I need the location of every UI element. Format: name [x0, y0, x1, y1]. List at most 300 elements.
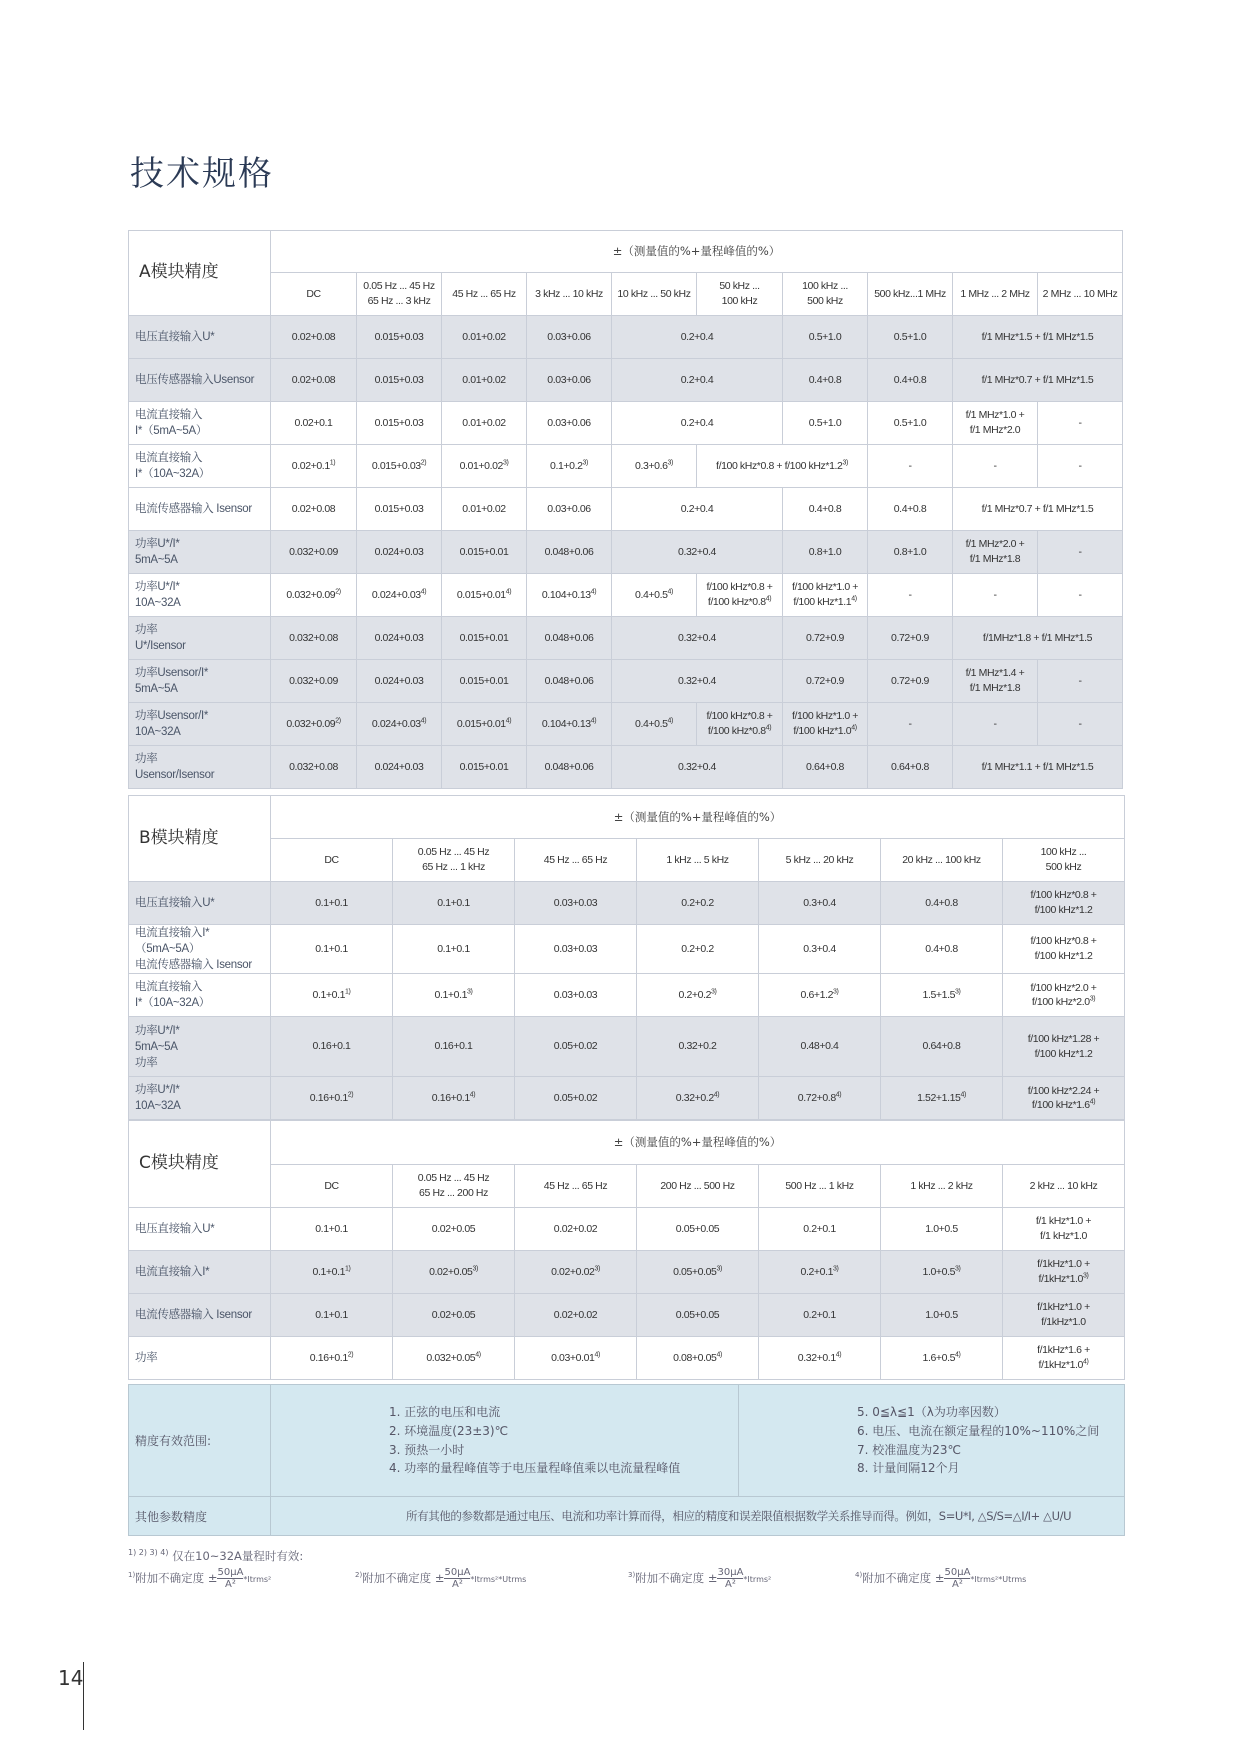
line: 100 kHz	[721, 295, 758, 307]
footnote-prefix: 附加不确定度 ±	[635, 1571, 718, 1585]
value-cell	[393, 1017, 515, 1077]
note-1: 1. 正弦的电压和电流	[389, 1405, 501, 1420]
value-cell	[637, 1077, 759, 1120]
value-cell	[271, 1077, 393, 1120]
value-cell	[783, 574, 868, 617]
value: 1.5+1.5	[922, 988, 956, 1001]
value-cell	[1003, 1017, 1125, 1077]
footnote-ref: 4)	[667, 717, 673, 725]
value-cell	[442, 617, 527, 660]
value: f/100 kHz*1.2	[1034, 950, 1093, 963]
value: 0.16+0.1	[309, 1091, 348, 1104]
footnote-item	[128, 1567, 271, 1590]
value: 0.3+0.6	[635, 459, 668, 472]
value-cell	[1038, 660, 1123, 703]
note-5: 5. 0≦λ≦1（λ为功率因数）	[857, 1405, 1006, 1420]
line: 5mA~5A	[135, 554, 178, 566]
value: 0.1+0.1	[312, 988, 346, 1001]
value-cell	[868, 703, 953, 746]
line: I*（5mA~5A）	[135, 425, 208, 437]
table-row	[129, 1208, 1125, 1251]
footnote-ref: 4)	[505, 588, 512, 596]
value: 0.03+0.06	[547, 330, 591, 343]
note-4: 4. 功率的量程峰值等于电压量程峰值乘以电流量程峰值	[389, 1461, 681, 1476]
value-cell	[271, 316, 357, 359]
value: 0.4+0.8	[808, 373, 842, 386]
value-cell	[1003, 925, 1125, 974]
footnote-ref: 2)	[420, 459, 427, 467]
table-module-b	[128, 795, 1125, 1120]
value: -	[908, 717, 912, 730]
footnote-ref: 4)	[594, 1351, 600, 1359]
row-label	[129, 445, 271, 488]
value: 0.032+0.05	[426, 1351, 476, 1364]
value-cell	[442, 703, 527, 746]
value: 0.048+0.06	[544, 674, 594, 687]
value: f/1 MHz*1.4 +	[965, 667, 1025, 680]
row-label: 电压直接输入U*	[129, 316, 271, 359]
table-row	[129, 316, 1123, 359]
value: 0.16+0.1	[434, 1040, 473, 1053]
value-cell	[271, 746, 357, 789]
value: f/1 MHz*0.7 + f/1 MHz*1.5	[981, 373, 1094, 386]
table-row	[129, 1017, 1125, 1077]
value-cell	[527, 316, 612, 359]
value-cell	[868, 746, 953, 789]
header-row-2	[129, 273, 1123, 316]
value-cell	[442, 359, 527, 402]
row-label	[129, 617, 271, 660]
notes-left	[389, 1403, 737, 1477]
value: 0.032+0.09	[289, 674, 338, 687]
value-cell	[881, 925, 1003, 974]
footnote-ref: 3)	[955, 988, 961, 996]
module-title: C模块精度	[129, 1121, 271, 1208]
table-module-c	[128, 1120, 1125, 1380]
value-cell	[515, 1337, 637, 1380]
footnote-ref: 3)	[1089, 995, 1096, 1003]
value-cell	[612, 445, 697, 488]
value: 0.01+0.02	[462, 330, 506, 343]
value: 0.024+0.03	[371, 717, 421, 730]
module-title: B模块精度	[129, 796, 271, 882]
value-cell	[783, 660, 868, 703]
note-8: 8. 计量间隔12个月	[857, 1461, 960, 1476]
value-cell	[637, 1294, 759, 1337]
fraction	[217, 1567, 243, 1590]
value: f/100 kHz*0.8 +	[1030, 889, 1097, 902]
value-cell	[612, 402, 783, 445]
footnote-ref: 2)	[347, 1351, 354, 1359]
value: 0.05+0.05	[673, 1265, 717, 1278]
value: 0.05+0.05	[675, 1222, 720, 1235]
table-row	[129, 1251, 1125, 1294]
fraction-num: 50μA	[444, 1567, 471, 1578]
value-cell	[759, 1017, 881, 1077]
column-header: 1 kHz ... 5 kHz	[637, 839, 759, 882]
value: -	[993, 459, 997, 472]
footnote-ref: 4)	[420, 588, 427, 596]
line: 10A~32A	[135, 597, 181, 609]
value-cell	[868, 445, 953, 488]
fraction-num: 50μA	[944, 1567, 971, 1578]
value-cell	[357, 746, 442, 789]
value-cell	[527, 746, 612, 789]
value: 0.5+1.0	[808, 416, 842, 429]
footnote-rest: *Itrms²	[743, 1575, 772, 1584]
table-row	[129, 1337, 1125, 1380]
fraction	[444, 1567, 470, 1590]
header-row-2	[129, 839, 1125, 882]
footnote-item	[355, 1567, 526, 1590]
value: 0.6+1.2	[800, 988, 834, 1001]
value: f/100 kHz*0.8 + f/100 kHz*1.2	[716, 459, 843, 472]
value-cell	[1003, 1294, 1125, 1337]
value: 0.5+1.0	[893, 416, 927, 429]
value: 0.72+0.8	[797, 1091, 836, 1104]
value: 0.72+0.9	[891, 674, 929, 687]
footnote-ref: 4)	[960, 1091, 966, 1099]
column-header	[393, 839, 515, 882]
value-cell	[515, 1294, 637, 1337]
value: 0.4+0.8	[893, 373, 927, 386]
column-header: 2 MHz ... 10 MHz	[1038, 273, 1123, 316]
value: f/100 kHz*1.0 +	[791, 581, 859, 594]
value: 0.02+0.1	[291, 459, 330, 472]
value: 0.01+0.02	[462, 416, 506, 429]
footnote-mark: 3)	[628, 1571, 636, 1580]
value: 0.16+0.1	[431, 1091, 470, 1104]
value: f/100 kHz*1.28 +	[1027, 1033, 1100, 1046]
value: 0.16+0.1	[312, 1040, 351, 1053]
line: I*（10A~32A）	[135, 997, 211, 1010]
column-header	[783, 273, 868, 316]
value-cell	[868, 574, 953, 617]
footnote-marker: 1) 2) 3) 4)	[128, 1548, 169, 1558]
row-label	[129, 703, 271, 746]
line: 65 Hz ... 1 kHz	[422, 861, 485, 873]
footnote-ref: 4)	[835, 1351, 842, 1359]
table-row	[129, 1077, 1125, 1120]
value: f/100 kHz*0.8	[707, 725, 766, 737]
footnote-ref: 3)	[667, 459, 673, 467]
value-cell	[612, 574, 697, 617]
value-cell	[271, 925, 393, 974]
value: -	[1078, 459, 1082, 472]
value: 0.32+0.4	[678, 674, 716, 687]
value: 0.2+0.1	[803, 1222, 836, 1235]
column-header: 200 Hz ... 500 Hz	[637, 1165, 759, 1208]
value: 0.4+0.8	[925, 896, 958, 909]
value-cell	[357, 359, 442, 402]
value-cell	[759, 1208, 881, 1251]
line: 电流传感器输入 Isensor	[135, 959, 252, 972]
value-cell	[953, 703, 1038, 746]
column-header: 500 Hz ... 1 kHz	[759, 1165, 881, 1208]
value-cell	[759, 1294, 881, 1337]
footnote-item	[628, 1567, 771, 1590]
value: 0.48+0.4	[800, 1040, 839, 1053]
footnote-ref: 1)	[345, 1265, 351, 1273]
value-cell	[393, 1208, 515, 1251]
value: -	[1078, 416, 1082, 429]
row-label	[129, 574, 271, 617]
value-cell	[271, 1017, 393, 1077]
value: f/100 kHz*0.8 +	[706, 581, 773, 594]
line: 5mA~5A	[135, 1040, 178, 1053]
value: 0.032+0.09	[289, 545, 338, 558]
value-cell	[953, 531, 1038, 574]
value: 0.64+0.8	[806, 760, 844, 773]
value: -	[1078, 717, 1082, 730]
value-cell	[868, 488, 953, 531]
value: f/1 MHz*1.8	[969, 682, 1021, 694]
value: 0.02+0.08	[291, 373, 336, 386]
value: f/1MHz*1.8 + f/1 MHz*1.5	[982, 631, 1093, 644]
line: 10A~32A	[135, 1100, 181, 1113]
value: 0.1+0.1	[437, 896, 470, 909]
row-label: 电压直接输入U*	[129, 882, 271, 925]
value: 0.64+0.8	[891, 760, 929, 773]
value: 0.32+0.1	[797, 1351, 836, 1364]
value: 0.032+0.08	[289, 760, 338, 773]
value-cell	[527, 531, 612, 574]
table-row	[129, 925, 1125, 974]
footnote-ref: 3)	[472, 1265, 478, 1273]
value-cell	[442, 316, 527, 359]
value: f/100 kHz*2.24 +	[1027, 1084, 1100, 1097]
footnote-ref: 4)	[851, 595, 857, 603]
value: 0.01+0.02	[462, 373, 506, 386]
footnote-ref: 3)	[716, 1265, 722, 1273]
value-cell	[612, 617, 783, 660]
value-cell	[393, 1294, 515, 1337]
table-row	[129, 703, 1123, 746]
value-cell	[1038, 703, 1123, 746]
column-header: 3 kHz ... 10 kHz	[527, 273, 612, 316]
row-label	[129, 531, 271, 574]
value: 0.024+0.03	[374, 545, 424, 558]
value-cell	[868, 359, 953, 402]
value-cell	[783, 316, 868, 359]
column-header: 20 kHz ... 100 kHz	[881, 839, 1003, 882]
value: 0.02+0.05	[429, 1265, 473, 1278]
footnote-ref: 3)	[842, 459, 848, 467]
footnote-ref: 2)	[335, 717, 341, 725]
value-cell	[783, 488, 868, 531]
footnote-ref: 3)	[833, 988, 839, 996]
value: 0.015+0.01	[459, 631, 509, 644]
footnote-ref: 2)	[335, 588, 341, 596]
value-cell	[271, 488, 357, 531]
value-cell	[759, 925, 881, 974]
line: 65 Hz ... 3 kHz	[367, 295, 431, 307]
value: 0.02+0.02	[553, 1308, 598, 1321]
value: 0.03+0.03	[553, 942, 598, 955]
value: 1.0+0.5	[922, 1265, 956, 1278]
footnote-ref: 4)	[851, 724, 857, 732]
note-6: 6. 电压、电流在额定量程的10%~110%之间	[857, 1423, 1100, 1438]
value: f/1kHz*1.0 +	[1037, 1258, 1090, 1271]
value-cell	[442, 488, 527, 531]
value: 0.5+1.0	[893, 330, 927, 343]
value-cell	[637, 1208, 759, 1251]
value-cell	[271, 574, 357, 617]
value-cell	[271, 1208, 393, 1251]
line: 电流直接输入	[135, 981, 203, 994]
value-cell	[953, 488, 1123, 531]
value: 0.02+0.02	[553, 1222, 598, 1235]
value: 0.32+0.4	[678, 545, 716, 558]
footnote-ref: 3)	[711, 988, 717, 996]
footnote-ref: 4)	[590, 588, 597, 596]
line: 功率U*/I*	[135, 1024, 180, 1037]
value: f/1 MHz*1.5 + f/1 MHz*1.5	[981, 330, 1094, 343]
value-cell	[357, 574, 442, 617]
value: 0.8+1.0	[808, 545, 842, 558]
row-label: 电流传感器输入 Isensor	[129, 1294, 271, 1337]
value-cell	[697, 574, 783, 617]
fraction-den: A²	[725, 1579, 736, 1590]
value: 0.02+0.05	[431, 1222, 476, 1235]
column-header: DC	[271, 1165, 393, 1208]
value-cell	[515, 1208, 637, 1251]
row-label: 功率	[129, 1337, 271, 1380]
line: 10A~32A	[135, 726, 181, 738]
value: 0.104+0.13	[541, 588, 591, 601]
header-row-2	[129, 1165, 1125, 1208]
value: 0.032+0.09	[286, 717, 336, 730]
footnote-ref: 4)	[420, 717, 427, 725]
value-cell	[637, 882, 759, 925]
table-row	[129, 1294, 1125, 1337]
value: 0.048+0.06	[544, 545, 594, 558]
value: 0.32+0.4	[678, 760, 716, 773]
group-header: ±（测量值的%+量程峰值的%）	[271, 231, 1123, 273]
value: f/100 kHz*2.0	[1031, 996, 1090, 1009]
value-cell	[637, 1251, 759, 1294]
fraction	[944, 1567, 970, 1590]
footnote-header	[128, 1548, 303, 1564]
value-cell	[393, 1337, 515, 1380]
value-cell	[515, 974, 637, 1017]
value-cell	[393, 974, 515, 1017]
page-number: 14	[58, 1666, 84, 1690]
value: 0.015+0.03	[374, 330, 424, 343]
value-cell	[881, 974, 1003, 1017]
value-cell	[612, 660, 783, 703]
value-cell	[357, 531, 442, 574]
fraction-num: 30μA	[717, 1567, 744, 1578]
value: 0.2+0.4	[680, 502, 714, 515]
value-cell	[783, 703, 868, 746]
value: 0.4+0.8	[808, 502, 842, 515]
other-label: 其他参数精度	[129, 1497, 271, 1536]
value-cell	[612, 316, 783, 359]
value-cell	[868, 617, 953, 660]
value: 1.6+0.5	[922, 1351, 956, 1364]
footnote-item	[855, 1567, 1026, 1590]
line: 0.05 Hz ... 45 Hz	[417, 1172, 490, 1185]
footnote-ref: 4)	[713, 1091, 720, 1099]
value-cell	[442, 531, 527, 574]
row-label: 电压直接输入U*	[129, 1208, 271, 1251]
value-cell	[953, 402, 1038, 445]
row-label: 电流直接输入I*	[129, 1251, 271, 1294]
value-cell	[442, 574, 527, 617]
value: f/100 kHz*1.2	[1034, 1047, 1093, 1060]
column-header: 1 MHz ... 2 MHz	[953, 273, 1038, 316]
value: 0.015+0.03	[374, 502, 424, 515]
value-cell	[637, 1337, 759, 1380]
value: -	[908, 459, 912, 472]
value-cell	[357, 488, 442, 531]
column-header: 45 Hz ... 65 Hz	[442, 273, 527, 316]
line: 50 kHz ...	[719, 280, 760, 293]
value: 0.4+0.8	[893, 502, 927, 515]
value: 0.03+0.03	[553, 988, 598, 1001]
value-cell	[783, 617, 868, 660]
row-label	[129, 746, 271, 789]
fraction	[717, 1567, 743, 1590]
value: 0.03+0.01	[551, 1351, 595, 1364]
value: 0.05+0.02	[553, 1091, 598, 1104]
line: Usensor/Isensor	[135, 769, 215, 781]
value-cell	[637, 925, 759, 974]
footnote-rest: *Itrms²*Utrms	[470, 1575, 527, 1584]
value-cell	[612, 746, 783, 789]
value-cell	[881, 1077, 1003, 1120]
value-cell	[527, 402, 612, 445]
value-cell	[357, 703, 442, 746]
line: 功率U*/I*	[135, 537, 180, 550]
footnote-prefix: 附加不确定度 ±	[862, 1571, 945, 1585]
value: f/1kHz*1.0 +	[1037, 1301, 1090, 1314]
row-label: 电压传感器输入Usensor	[129, 359, 271, 402]
line: 0.05 Hz ... 45 Hz	[363, 280, 435, 293]
value-cell	[868, 316, 953, 359]
table-row	[129, 660, 1123, 703]
value: f/1 MHz*0.7 + f/1 MHz*1.5	[981, 502, 1094, 515]
value: 0.015+0.03	[371, 459, 421, 472]
value-cell	[953, 316, 1123, 359]
column-header: 5 kHz ... 20 kHz	[759, 839, 881, 882]
footnote-line0: 仅在10~32A量程时有效:	[172, 1549, 304, 1563]
footnote-ref: 4)	[469, 1091, 476, 1099]
value-cell	[697, 703, 783, 746]
value-cell	[1038, 574, 1123, 617]
value: 0.015+0.03	[374, 373, 424, 386]
value: 0.024+0.03	[374, 631, 424, 644]
row-label	[129, 1017, 271, 1077]
footnote-mark: 1)	[128, 1571, 136, 1580]
value: 0.03+0.03	[553, 896, 598, 909]
table-row	[129, 359, 1123, 402]
value-cell	[515, 925, 637, 974]
value-cell	[881, 1208, 1003, 1251]
fraction-den: A²	[225, 1579, 236, 1590]
value-cell	[393, 1077, 515, 1120]
footnote-ref: 1)	[345, 988, 351, 996]
value-cell	[881, 1337, 1003, 1380]
value: f/1kHz*1.0	[1038, 1273, 1083, 1285]
value: 0.02+0.1	[294, 416, 333, 429]
value-cell	[783, 402, 868, 445]
value: -	[993, 717, 997, 730]
value: 0.104+0.13	[541, 717, 591, 730]
value-cell	[637, 974, 759, 1017]
footnote-ref: 4)	[765, 724, 772, 732]
